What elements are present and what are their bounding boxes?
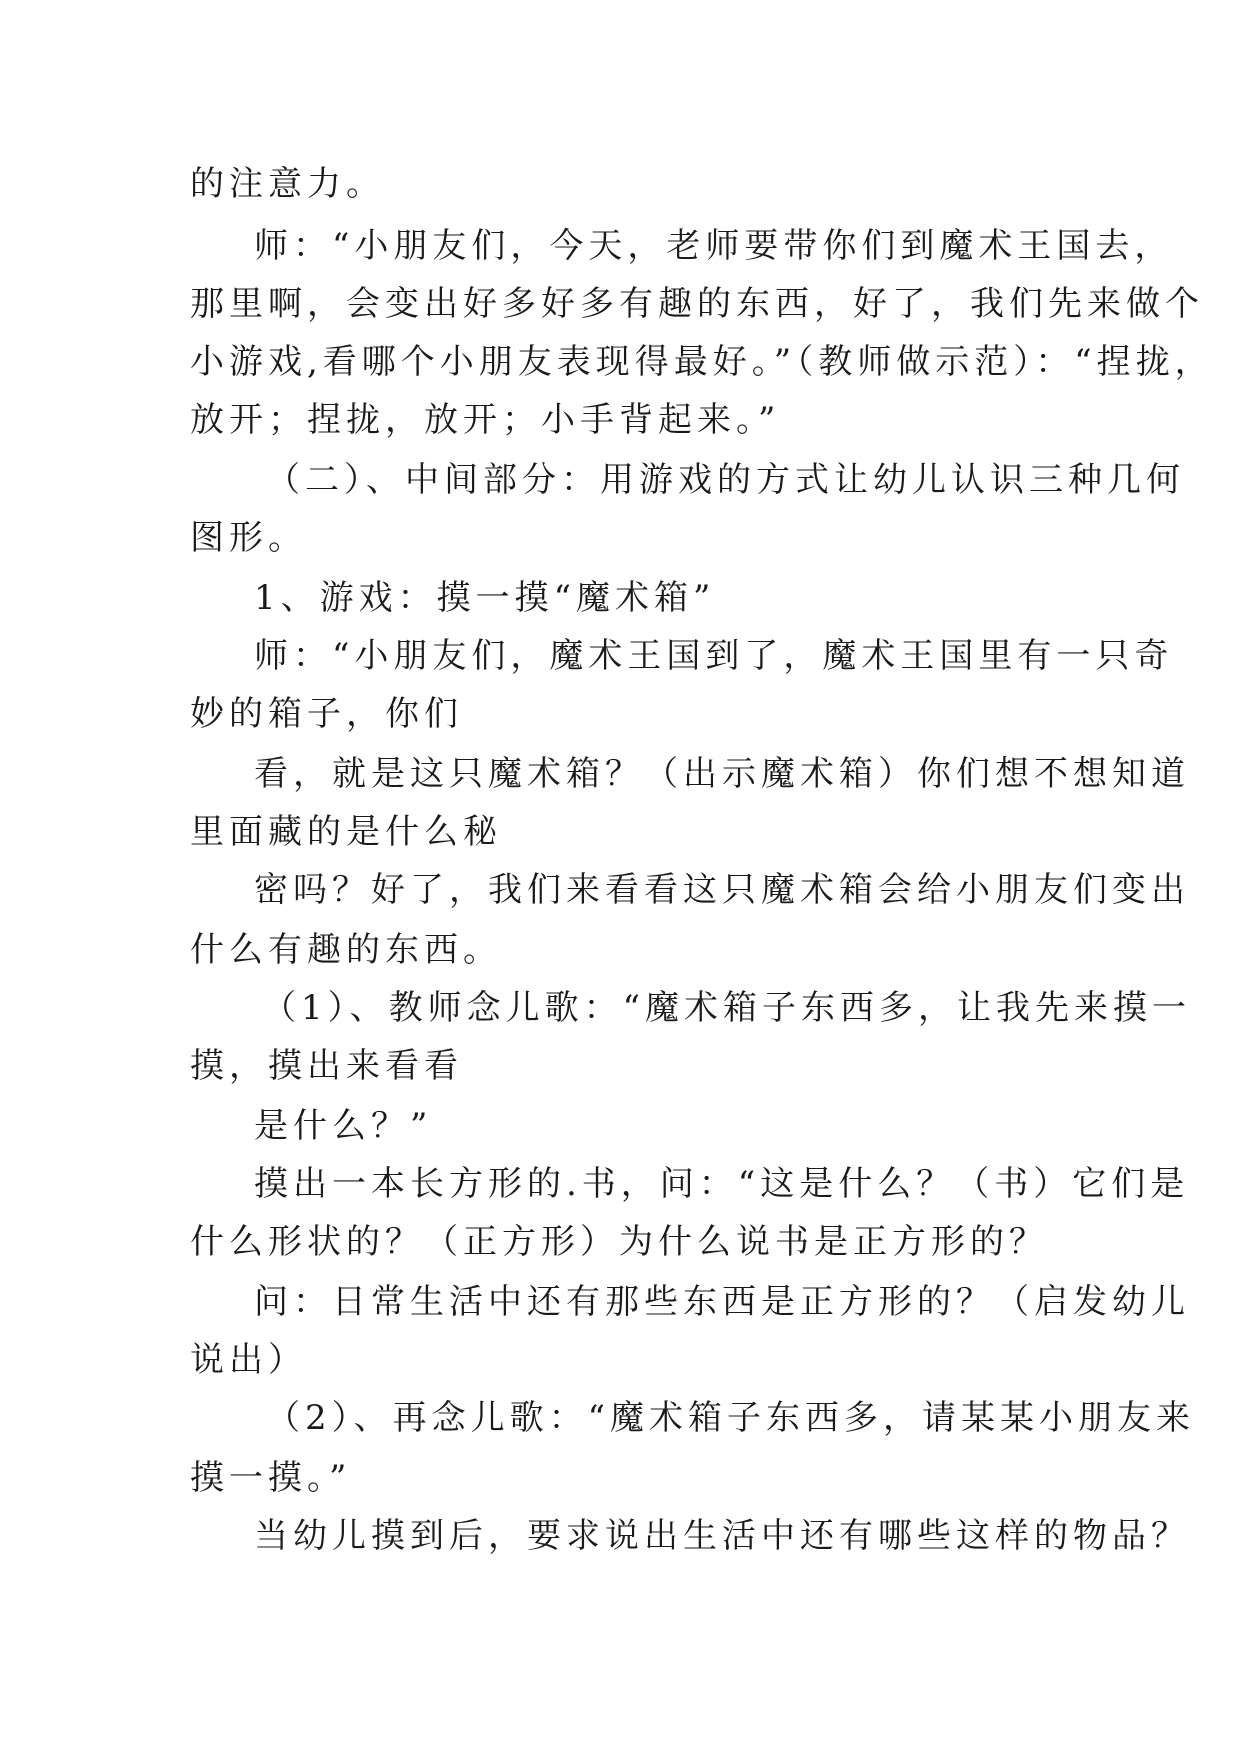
text-line: 说出）: [190, 1340, 307, 1380]
text-line: 什么形状的？（正方形）为什么说书是正方形的？: [190, 1222, 1048, 1262]
text-line: 看，就是这只魔术箱？（出示魔术箱）你们想不想知道: [254, 754, 1190, 794]
text-line: 师：“小朋友们，今天，老师要带你们到魔术王国去，: [254, 226, 1174, 266]
text-line: 那里啊，会变出好多好多有趣的东西，好了，我们先来做个: [190, 284, 1204, 324]
text-line: 问：日常生活中还有那些东西是正方形的？（启发幼儿: [254, 1282, 1190, 1322]
text-line: 小游戏,看哪个小朋友表现得最好。”（教师做示范）：“捏拢，: [190, 342, 1214, 382]
text-line: 密吗？好了，我们来看看这只魔术箱会给小朋友们变出: [254, 870, 1190, 910]
text-line: 当幼儿摸到后，要求说出生活中还有哪些这样的物品？: [254, 1516, 1190, 1556]
section-heading: （二）、中间部分：用游戏的方式让幼儿认识三种几何: [266, 460, 1185, 500]
text-line: 放开；捏拢，放开；小手背起来。”: [190, 400, 781, 440]
activity-heading: 1、游戏：摸一摸“魔术箱”: [254, 578, 716, 618]
text-line: 什么有趣的东西。: [190, 930, 502, 970]
text-line: 的注意力。: [190, 164, 385, 204]
text-line: 里面藏的是什么秘: [190, 812, 502, 852]
text-line: （1）、教师念儿歌：“魔术箱子东西多，让我先来摸一: [262, 988, 1192, 1028]
text-line: 图形。: [190, 518, 307, 558]
text-line: 师：“小朋友们，魔术王国到了，魔术王国里有一只奇: [254, 636, 1174, 676]
text-line: （2）、再念儿歌：“魔术箱子东西多，请某某小朋友来: [266, 1398, 1196, 1438]
text-line: 摸出一本长方形的.书，问：“这是什么？（书）它们是: [254, 1164, 1190, 1204]
text-line: 妙的箱子，你们: [190, 694, 463, 734]
text-line: 摸，摸出来看看: [190, 1046, 463, 1086]
text-line: 是什么？”: [254, 1106, 433, 1146]
text-line: 摸一摸。”: [190, 1458, 352, 1498]
